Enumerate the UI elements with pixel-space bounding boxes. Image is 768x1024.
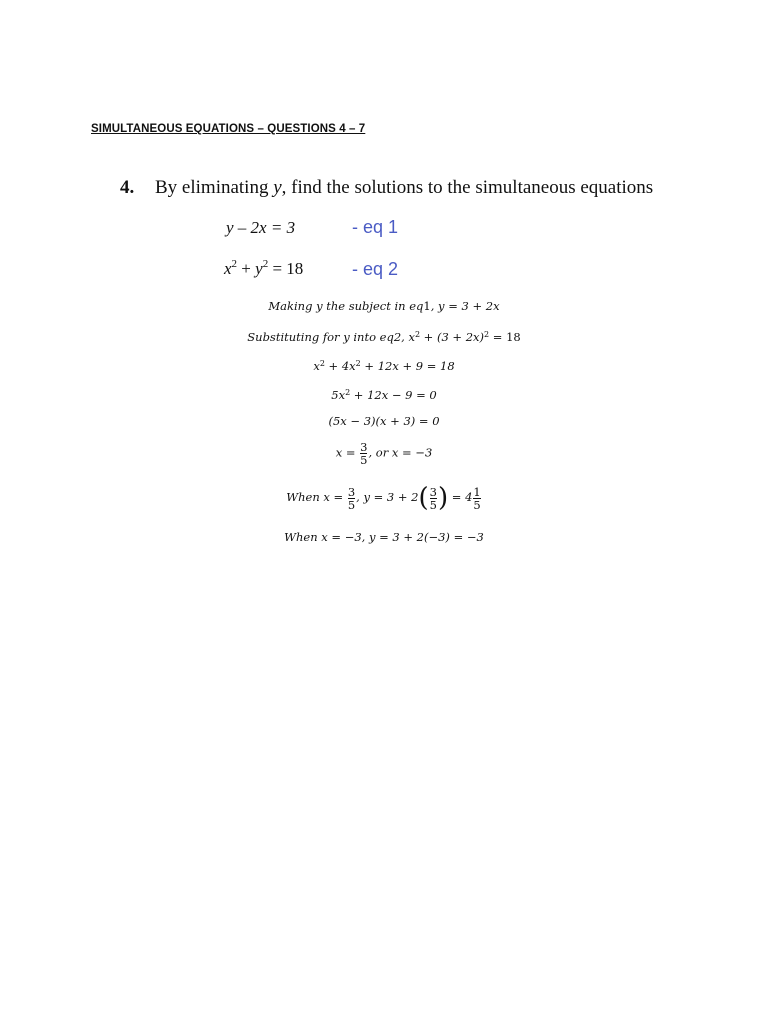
solution-step-substitute: Substituting for y into eq2, $x^2 + (3 + 2x)^2 = 18$ <box>247 330 521 344</box>
equation-1-label: - eq 1 <box>352 217 399 237</box>
question-number: 4. <box>120 177 135 198</box>
solution-step-expand: $x^2 + 4x^2 + 12x + 9 = 18$ <box>313 359 455 373</box>
fraction-one-fifth: $\frac{1}{5}$ <box>473 484 481 512</box>
solution-step-quadratic: $5x^2 + 12x - 9 = 0$ <box>331 388 437 402</box>
close-parenthesis: ) <box>437 483 449 513</box>
solution-step-factorise: (5x − 3)(x + 3) = 0 <box>328 414 440 428</box>
worksheet-heading: SIMULTANEOUS EQUATIONS – QUESTIONS 4 – 7 <box>91 123 366 135</box>
question-text: By eliminating y, find the solutions to the simultaneous equations <box>155 177 654 198</box>
solution-step-roots: x = $\frac{3}{5}$ , or x = −3 <box>335 440 433 467</box>
solution-step-subject: Making y the subject in eq1, y = 3 + 2x <box>268 299 500 313</box>
open-parenthesis: ( <box>418 483 429 513</box>
fraction-three-fifths: $\frac{3}{5}$ <box>360 440 368 467</box>
solution-step-y-first: When x = $\frac{3}{5}$ , y = 3 + 2( $\frac{3}{5}$ ) = 4 $\frac{1}{5}$ <box>286 483 481 513</box>
equation-2-label: - eq 2 <box>352 259 399 279</box>
question-variable: y <box>273 177 282 198</box>
given-equation-2: $x^2 + y^2 = 18$ <box>224 258 304 278</box>
given-equation-1: y – 2x = 3 <box>226 218 296 237</box>
solution-step-y-second: When x = −3, y = 3 + 2(−3) = −3 <box>284 530 484 544</box>
fraction-three-fifths: $\frac{3}{5}$ <box>429 484 437 512</box>
fraction-three-fifths: $\frac{3}{5}$ <box>347 484 356 512</box>
